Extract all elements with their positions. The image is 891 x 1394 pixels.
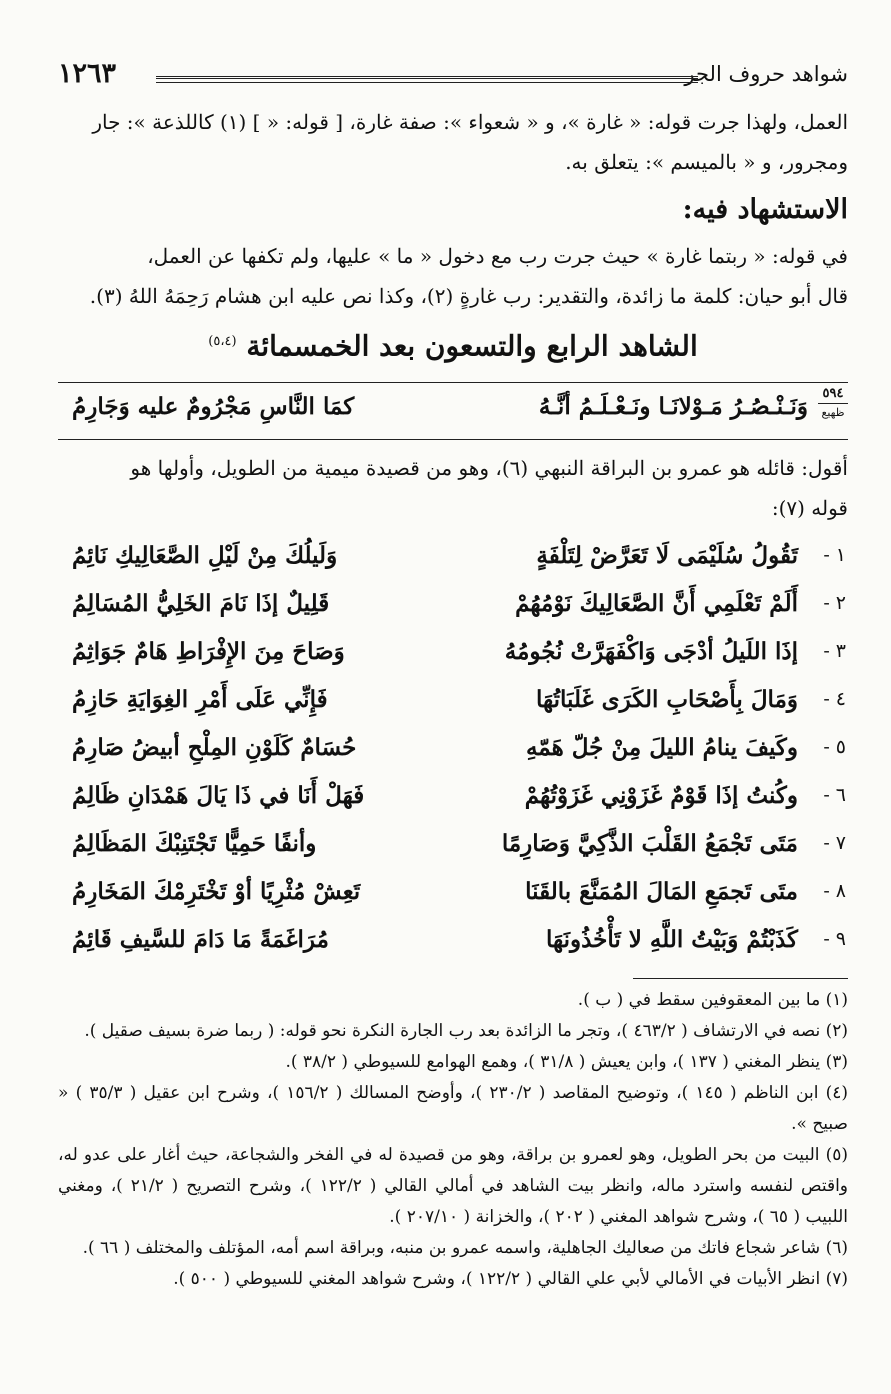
poem-verse	[58, 822, 848, 870]
poem-verse	[58, 918, 848, 966]
verse-second-half: وأنفًا حَمِيًّا تَجْتَنِبْكَ المَظَالِمُ	[72, 830, 317, 858]
verse-second-half: وَلَيلُكَ مِنْ لَيْلِ الصَّعَالِيكِ نَائِمُ	[72, 542, 338, 570]
verse-first-half: مَتَى تَجْمَعُ القَلْبَ الذَّكِيَّ وَصَارِمًا	[501, 830, 798, 858]
poem-verse	[58, 630, 848, 678]
footnote-divider	[633, 978, 848, 979]
header-title: شواهد حروف الجر	[684, 62, 848, 86]
verse-number: ٤ -	[823, 688, 846, 711]
poem-verse	[58, 582, 848, 630]
footnote: (٥) البيت من بحر الطويل، وهو لعمرو بن براقة، وهو من قصيدة له في الفخر والشجاعة، حيث أغار على عدو له، واقتص لنفسه واسترد ماله، وانظر بيت الشاهد في أمالي القالي ( ١٢٢/٢ )، وشرح التصريح ( ٢١/٢ )، ومغني اللبيب ( ٦٥ )، وشرح شواهد المغني ( ٢٠٢ )، والخزانة ( ٢٠٧/١٠ ).	[58, 1145, 849, 1228]
commentary-line-2: قوله (٧):	[771, 496, 848, 521]
commentary-line-1: أقول: قائله هو عمرو بن البراقة النبهي (٦)، وهو من قصيدة ميمية من الطويل، وأولها هو	[130, 456, 848, 481]
verse-number: ٨ -	[823, 880, 846, 903]
verse-number: ١ -	[823, 544, 846, 567]
istishhad-line-2: قال أبو حيان: كلمة ما زائدة، والتقدير: رب غارةٍ (٢)، وكذا نص عليه ابن هشام رَحِمَهُ اللهُ (٣).	[89, 284, 848, 308]
verse-number: ٩ -	[823, 928, 846, 951]
verse-first-half: وكُنتُ إذَا قَوْمٌ غَزَوْنِي غَزَوْتُهُمْ	[524, 782, 798, 810]
running-header	[58, 52, 848, 102]
poem-verse	[58, 774, 848, 822]
istishhad-heading: الاستشهاد فيه:	[682, 194, 848, 225]
footnote: (٢) نصه في الارتشاف ( ٤٦٣/٢ )، وتجر ما الزائدة بعد رب الجارة النكرة نحو قوله: ( ربما ضرة بسيف صقيل ).	[84, 1021, 848, 1042]
page-number: ١٢٦٣	[58, 58, 117, 89]
shahid-source: ظهيع	[821, 406, 845, 420]
section-title-text: الشاهد الرابع والتسعون بعد الخمسمائة	[246, 329, 698, 363]
verse-second-half: تَعِشْ مُثْرِيًا أوْ تَخْتَرِمْكَ المَخَارِمُ	[72, 878, 361, 906]
shahid-hemistich-b: كمَا النَّاسِ مَجْرُومٌ عليه وَجَارِمُ	[72, 393, 355, 421]
verse-second-half: حُسَامٌ كَلَوْنِ المِلْحِ أبيضُ صَارِمُ	[72, 734, 357, 762]
verse-second-half: مُرَاغَمَةً مَا دَامَ للسَّيفِ قَائِمُ	[72, 926, 329, 954]
verse-number: ٢ -	[823, 592, 846, 615]
verse-first-half: تَقُولُ سُلَيْمَى لَا تَعَرَّضْ لِتَلْفَةٍ	[536, 542, 798, 570]
shahid-hemistich-a: وَنَـنْـصُـرُ مَـوْلانَـا ونَـعْـلَـمُ أنَّـهُ	[538, 393, 808, 421]
poem-verse	[58, 678, 848, 726]
intro-line-2: ومجرور، و « بالميسم »: يتعلق به.	[565, 150, 848, 174]
poem-verse	[58, 726, 848, 774]
footnotes	[58, 985, 848, 1295]
poem-verse	[58, 870, 848, 918]
istishhad-line-1: في قوله: « ربتما غارة » حيث جرت رب مع دخول « ما » عليها، ولم تكفها عن العمل،	[147, 244, 848, 268]
verse-first-half: أَلَمْ تَعْلَمِي أَنَّ الصَّعَالِيكَ نَوْمُهُمْ	[515, 590, 798, 618]
verse-first-half: وكَيفَ ينامُ الليلَ مِنْ جُلّ هَمّهِ	[525, 734, 798, 762]
poem-verse	[58, 534, 848, 582]
footnote: (١) ما بين المعقوفين سقط في ( ب ).	[577, 990, 848, 1011]
verse-first-half: متَى تَجمَعِ المَالَ المُمَنَّعَ بالقَنَا	[525, 878, 798, 906]
verse-first-half: كَذَبْتُمْ وَبَيْتُ اللَّهِ لا تَأْخُذُونَهَا	[545, 926, 798, 954]
verse-second-half: قَلِيلٌ إذَا نَامَ الخَلِيُّ المُسَالِمُ	[72, 590, 330, 618]
verse-first-half: إذَا اللَيلُ أدْجَى وَاكْفَهَرَّتْ نُجُومُهُ	[504, 638, 798, 666]
verse-second-half: وَصَاحَ مِنَ الإِفْرَاطِ هَامٌ جَوَاثِمُ	[72, 638, 345, 666]
footnote: (٣) ينظر المغني ( ١٣٧ )، وابن يعيش ( ٣١/٨ )، وهمع الهوامع للسيوطي ( ٣٨/٢ ).	[285, 1052, 848, 1073]
footnote: (٦) شاعر شجاع فاتك من صعاليك الجاهلية، واسمه عمرو بن منبه، وبراقة اسم أمه، المؤتلف والمختلف ( ٦٦ ).	[82, 1238, 848, 1259]
book-page	[58, 52, 848, 1295]
verse-second-half: فَإِنِّي عَلَى أَمْرِ الغِوَايَةِ حَازِمُ	[72, 686, 328, 714]
header-rule	[156, 76, 698, 83]
intro-line-1: العمل، ولهذا جرت قوله: « غارة »، و « شعواء »: صفة غارة، [ قوله: « ] (١) كاللذعة »: جار	[92, 110, 848, 134]
shahid-number-badge	[818, 385, 848, 422]
section-title	[58, 318, 848, 370]
shahid-number: ٥٩٤	[818, 385, 848, 404]
section-title-ref: (٥،٤)	[208, 334, 237, 349]
verse-number: ٣ -	[823, 640, 846, 663]
shahid-verse	[58, 382, 848, 440]
verse-first-half: وَمَالَ بِأَصْحَابِ الكَرَى غَلَبَاتُهَا	[535, 686, 798, 714]
footnote: (٧) انظر الأبيات في الأمالي لأبي علي القالي ( ١٢٢/٢ )، وشرح شواهد المغني للسيوطي ( ٥٠٠ ).	[173, 1269, 848, 1290]
verse-number: ٥ -	[823, 736, 846, 759]
verse-number: ٦ -	[823, 784, 846, 807]
poem	[58, 534, 848, 966]
footnote: (٤) ابن الناظم ( ١٤٥ )، وتوضيح المقاصد ( ٢٣٠/٢ )، وأوضح المسالك ( ١٥٦/٢ )، وشرح ابن عقيل ( ٣٥/٣ ) « صبيح ».	[58, 1083, 849, 1135]
verse-second-half: فَهَلْ أَنَا في ذَا يَالَ هَمْدَانِ ظَالِمُ	[72, 782, 365, 810]
verse-number: ٧ -	[823, 832, 846, 855]
